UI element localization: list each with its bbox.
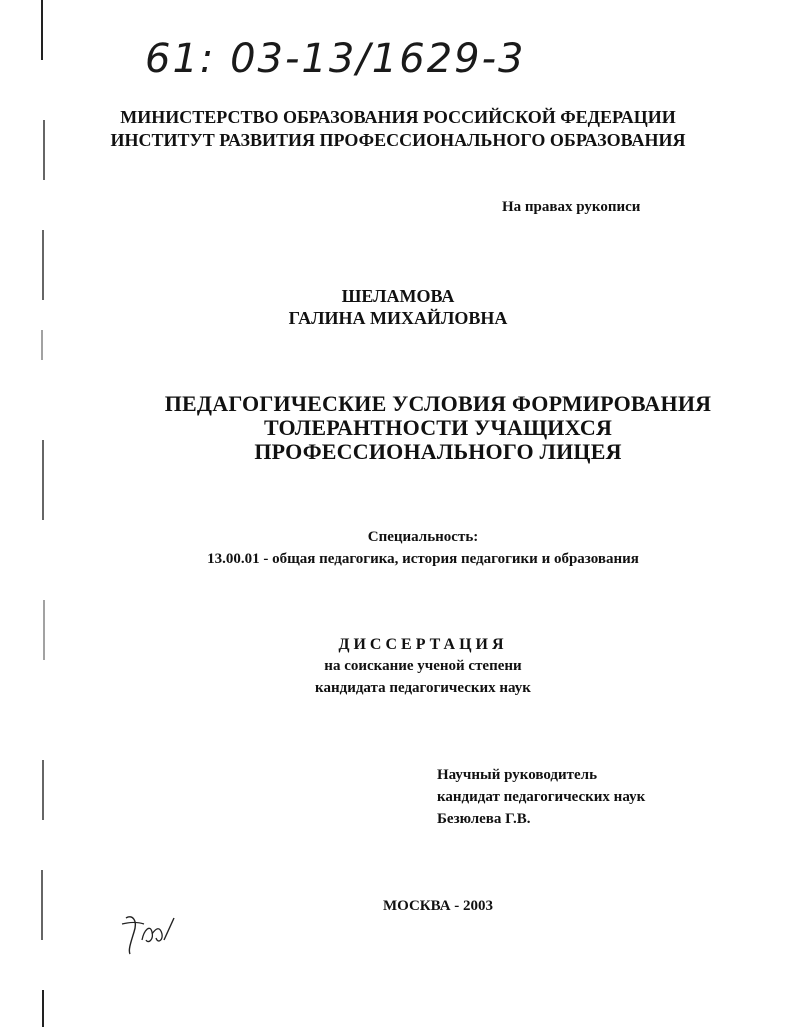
ministry-heading: МИНИСТЕРСТВО ОБРАЗОВАНИЯ РОССИЙСКОЙ ФЕДЕРАЦИИ <box>120 107 676 127</box>
degree-line-2: кандидата педагогических наук <box>315 680 531 696</box>
supervisor-name: Безюлева Г.В. <box>437 811 531 827</box>
dissertation-label: ДИССЕРТАЦИЯ <box>338 636 508 653</box>
handwritten-catalog-code: 61: 03-13/1629-3 <box>145 36 526 82</box>
supervisor-degree: кандидат педагогических наук <box>437 789 646 805</box>
specialty-value: 13.00.01 - общая педагогика, история педагогики и образования <box>207 551 639 567</box>
title-line-2: ТОЛЕРАНТНОСТИ УЧАЩИХСЯ <box>263 415 613 440</box>
city-year: МОСКВА - 2003 <box>382 898 494 914</box>
specialty-label: Специальность: <box>367 529 479 545</box>
author-name: ГАЛИНА МИХАЙЛОВНА <box>288 308 508 328</box>
title-line-3: ПРОФЕССИОНАЛЬНОГО ЛИЦЕЯ <box>254 439 622 464</box>
binding-edge-marks <box>38 0 48 1027</box>
supervisor-label: Научный руководитель <box>437 767 597 783</box>
author-surname: ШЕЛАМОВА <box>341 286 455 306</box>
degree-line-1: на соискание ученой степени <box>324 658 522 674</box>
title-line-1: ПЕДАГОГИЧЕСКИЕ УСЛОВИЯ ФОРМИРОВАНИЯ <box>164 391 712 416</box>
institute-heading: ИНСТИТУТ РАЗВИТИЯ ПРОФЕССИОНАЛЬНОГО ОБРАЗОВАНИЯ <box>110 130 686 150</box>
rights-note: На правах рукописи <box>502 199 641 215</box>
handwritten-initials-signature <box>118 910 178 960</box>
